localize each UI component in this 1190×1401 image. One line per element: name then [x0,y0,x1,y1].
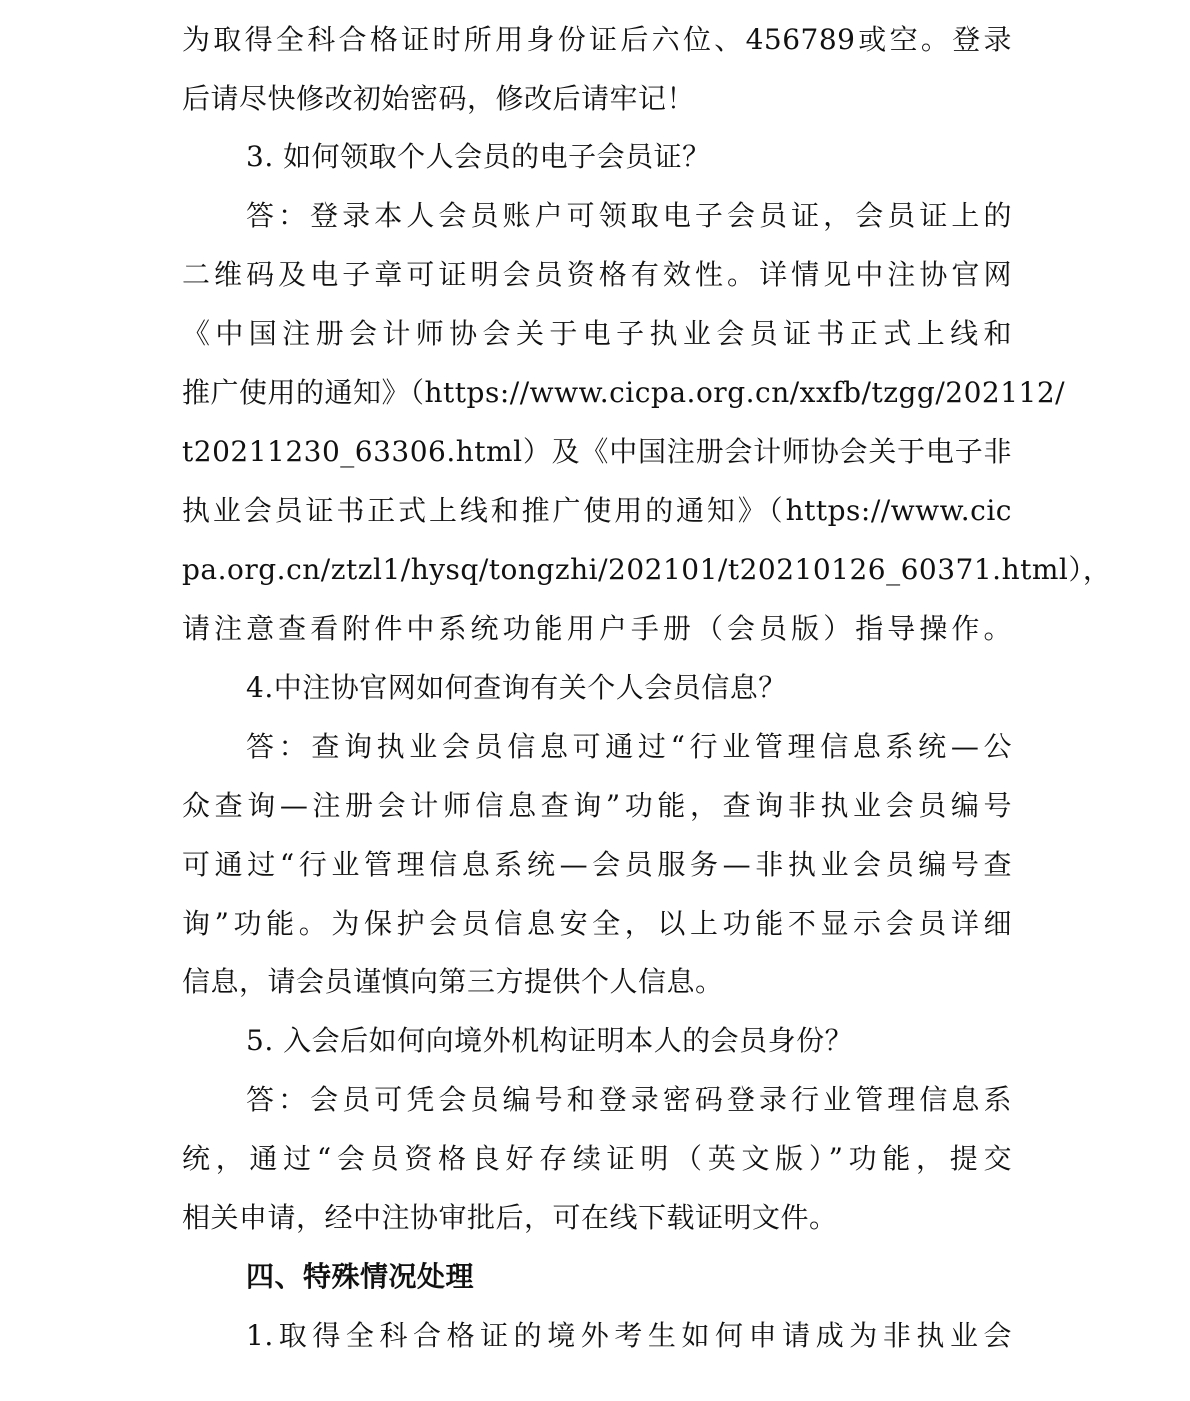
answer-line: 询”功能。为保护会员信息安全，以上功能不显示会员详细 [182,907,1012,940]
answer-line: pa.org.cn/ztzl1/hysq/tongzhi/202101/t20210126_60371.html）， [182,553,1112,586]
paragraph-line: 后请尽快修改初始密码，修改后请牢记！ [182,82,696,115]
answer-line: 执业会员证书正式上线和推广使用的通知》（https://www.cic [182,494,1012,527]
answer-line: 答：查询执业会员信息可通过“行业管理信息系统—公 [246,730,1012,763]
answer-line: 《中国注册会计师协会关于电子执业会员证书正式上线和 [182,317,1012,350]
answer-line: 答：会员可凭会员编号和登录密码登录行业管理信息系 [246,1083,1012,1116]
answer-line: 推广使用的通知》（https://www.cicpa.org.cn/xxfb/tzgg/202112/ [182,376,1066,409]
answer-line: 答：登录本人会员账户可领取电子会员证，会员证上的 [246,199,1012,232]
answer-line: 相关申请，经中注协审批后，可在线下载证明文件。 [182,1201,838,1234]
section-heading: 四、特殊情况处理 [246,1260,475,1293]
paragraph-line: 为取得全科合格证时所用身份证后六位、456789或空。登录 [182,23,1012,56]
question-heading: 4.中注协官网如何查询有关个人会员信息？ [246,671,787,704]
answer-line: 二维码及电子章可证明会员资格有效性。详情见中注协官网 [182,258,1012,291]
question-heading: 5. 入会后如何向境外机构证明本人的会员身份？ [246,1024,854,1057]
answer-line: t20211230_63306.html）及《中国注册会计师协会关于电子非 [182,435,1012,468]
answer-line: 众查询—注册会计师信息查询”功能，查询非执业会员编号 [182,789,1012,822]
answer-line: 信息，请会员谨慎向第三方提供个人信息。 [182,965,724,998]
answer-line: 统，通过“会员资格良好存续证明（英文版）”功能，提交 [182,1142,1012,1175]
question-heading: 1.取得全科合格证的境外考生如何申请成为非执业会 [246,1319,1012,1352]
answer-line: 请注意查看附件中系统功能用户手册（会员版）指导操作。 [182,612,1012,645]
answer-line: 可通过“行业管理信息系统—会员服务—非执业会员编号查 [182,848,1012,881]
question-heading: 3. 如何领取个人会员的电子会员证？ [246,140,711,173]
